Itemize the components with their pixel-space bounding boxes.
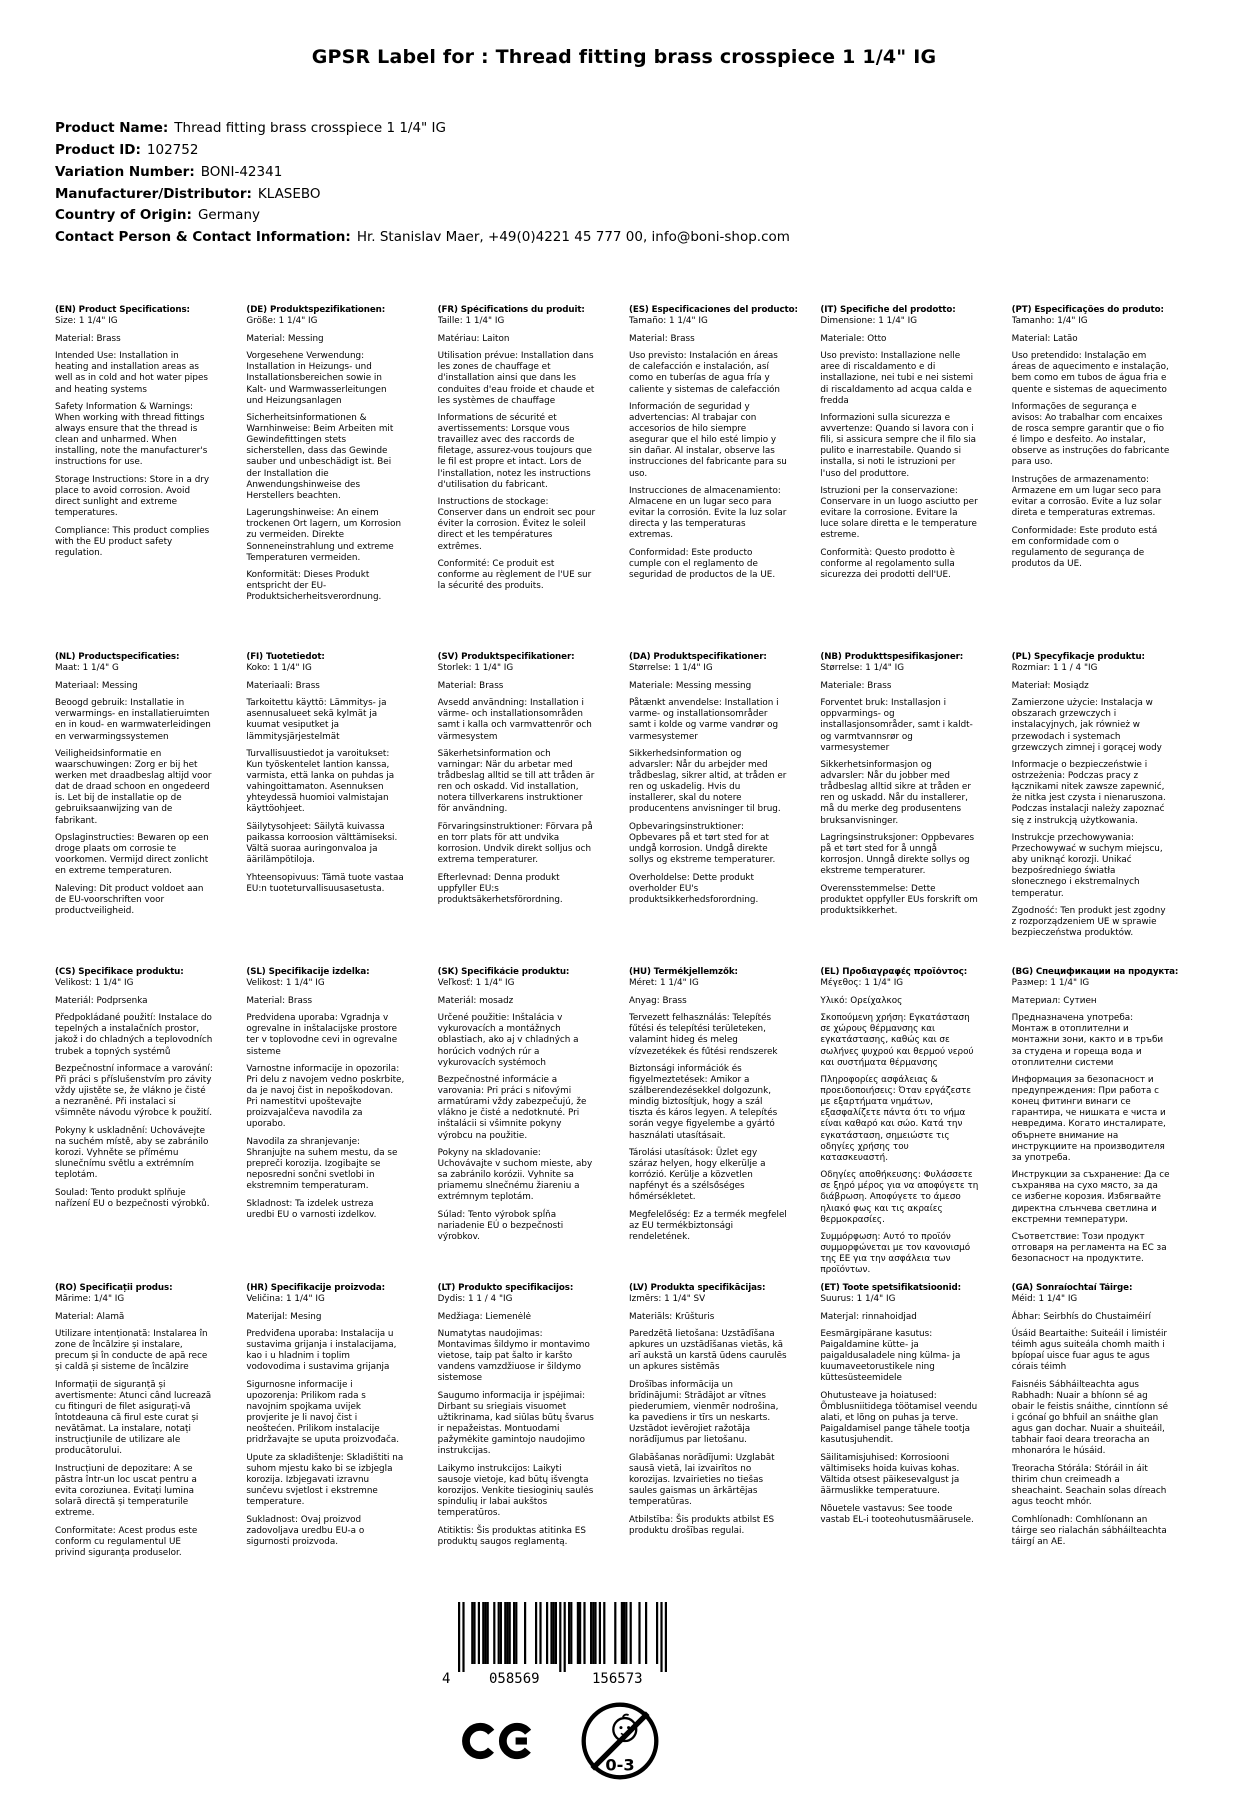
spec-intended-use: Σκοπούμενη χρήση: Εγκατάσταση σε χώρους θέρμανσης και εγκατάστασης, καθώς και σε σωλήνες ψυχρού και θερμού νερού και συστήματα θέρμανσης [820, 1013, 974, 1068]
spec-storage: Tárolási utasítások: Üzlet egy száraz helyen, hogy elkerülje a korrózió. Kerülje a közvetlen napfényt és a szélsőséges hőmérsékletet. [628, 1148, 766, 1203]
spec-storage: Lagerungshinweise: An einem trockenen Ort lagern, um Korrosion zu vermeiden. Direkte Sonneneinstrahlung und extreme Temperaturen vermeiden. [246, 508, 402, 563]
spec-safety: Informations de sécurité et avertissements: Lorsque vous travaillez avec des raccords de filetage, assurez-vous toujours que le fil est propre et intact. Lors de l'installation, notez les instructions d'utilisation du fabricant. [437, 413, 592, 490]
spec-compliance: Sukladnost: Ovaj proizvod zadovoljava uredbu EU-a o sigurnosti proizvoda. [246, 1514, 365, 1547]
field-value: Thread fitting brass crosspiece 1 1/4" IG [174, 120, 446, 136]
spec-safety: Veiligheidsinformatie en waarschuwingen: Zorg er bij het werken met draadbeslag altijd voor dat de draad schoon en ongedeerd is. Let bij de installatie op de gebruiksaanwijzing van de fabrikant. [55, 749, 212, 826]
spec-compliance: Zgodność: Ten produkt jest zgodny z rozporządzeniem UE w sprawie bezpieczeństwa produktów. [1011, 906, 1166, 939]
spec-storage: Opbevaringsinstruktioner: Opbevares på et tørt sted for at undgå korrosion. Undgå direkte sollys og ekstreme temperaturer. [628, 822, 776, 866]
spec-safety: Πληροφορίες ασφάλειας & προειδοποιήσεις: Όταν εργάζεστε με εξαρτήματα νημάτων, εξασφαλίζετε πάντα ότι το νήμα είναι καθαρό και σώο. Κατά την εγκατάσταση, σημειώστε τις οδηγίες χρήσης του κατασκευαστή. [820, 1075, 972, 1163]
field-value: Germany [197, 207, 260, 224]
spec-cell [820, 652, 1001, 967]
spec-compliance: Efterlevnad: Denna produkt uppfyller EU:s produktsäkerhetsförordning. [437, 872, 563, 906]
spec-safety: Drošības informācija un brīdinājumi: Strādājot ar vītnes piederumiem, vienmēr nodrošina, ka pavediens ir tīrs un neskarts. Uzstādot ievērojiet ražotāja norādījumus par lietošanu. [628, 1379, 779, 1446]
spec-intended-use: Uso pretendido: Instalação em áreas de aquecimento e instalação, bem como em tubos de água fria e quente e sistemas de aquecimento [1011, 351, 1169, 395]
barcode-first-digit: 4 [442, 1670, 451, 1687]
spec-title: (IT) Specifiche del prodotto: [820, 305, 956, 316]
spec-size: Mărime: 1/4" IG [55, 1293, 125, 1304]
spec-compliance: Συμμόρφωση: Αυτό το προϊόν συμμορφώνεται με τον κανονισμό της ΕΕ για την ασφάλεια των προϊόντων. [820, 1232, 971, 1276]
spec-storage: Οδηγίες αποθήκευσης: Φυλάσσετε σε ξηρό μέρος για να αποφύγετε τη διάβρωση. Αποφύγετε το άμεσο ηλιακό φως και τις ακραίες θερμοκρασίες. [820, 1170, 979, 1225]
spec-material: Materiaali: Brass [246, 680, 320, 691]
product-info-field [55, 184, 1193, 206]
field-label: Variation Number: [55, 163, 195, 180]
spec-compliance: Yhteensopivuus: Tämä tuote vastaa EU:n tuoteturvallisuusasetusta. [246, 872, 404, 894]
spec-compliance: Konformität: Dieses Produkt entspricht der EU-Produktsicherheitsverordnung. [246, 570, 382, 603]
spec-storage: Treoracha Stórála: Stóráil in áit thirim chun creimeadh a sheachaint. Seachain solas díreach agus teocht mhór. [1011, 1463, 1167, 1508]
spec-size: Méid: 1 1/4" IG [1011, 1293, 1078, 1304]
label-footer [412, 1600, 712, 1784]
spec-storage: Istruzioni per la conservazione: Conservare in un luogo asciutto per evitare la corrosione. Evitare la luce solare diretta e le temperature estreme. [820, 486, 978, 541]
spec-size: Rozmiar: 1 1 / 4 "IG [1011, 663, 1098, 674]
spec-safety: Ohutusteave ja hoiatused: Õmblusniitidega töötamisel veendu alati, et lõng on puhas ja terve. Paigaldamisel pange tähele tootja kasutusjuhendit. [820, 1390, 978, 1446]
spec-material: Материал: Сутиен [1011, 995, 1097, 1006]
spec-compliance: Atbilstība: Šis produkts atbilst ES produktu drošības regulai. [628, 1514, 775, 1536]
spec-compliance: Overholdelse: Dette produkt overholder EU's produktsikkerhedsforordning. [628, 872, 759, 906]
field-label: Product ID: [55, 141, 141, 158]
spec-storage: Säilytysohjeet: Säilytä kuivassa paikassa korroosion välttämiseksi. Vältä suoraa auringonvaloa ja äärilämpötiloja. [246, 822, 398, 866]
spec-cell [629, 305, 810, 652]
spec-title: (DA) Produktspecifikationer: [628, 652, 767, 663]
spec-material: Material: Alamă [55, 1311, 125, 1322]
product-info-field [55, 162, 1193, 184]
spec-intended-use: Uso previsto: Instalación en áreas de calefacción e instalación, así como en tuberías de agua fría y caliente y sistemas de calefacción [628, 351, 780, 395]
spec-cell [1012, 967, 1193, 1283]
spec-intended-use: Beoogd gebruik: Installatie in verwarmings- en installatieruimten en in koud- en warmwaterleidingen en verwarmingssystemen [55, 698, 211, 742]
spec-storage: Instrucțiuni de depozitare: A se păstra într-un loc uscat pentru a evita coroziunea. Evitați lumina solară directă și temperaturile extreme. [55, 1463, 197, 1519]
spec-intended-use: Utilizare intenționată: Instalarea în zone de încălzire și instalare, precum și în conducte de apă rece și caldă și sisteme de încălzire [55, 1329, 208, 1373]
spec-intended-use: Úsáid Beartaithe: Suiteáil i limistéir téimh agus suiteála chomh maith i bpíopaí uisce fuar agus te agus córais téimh [1011, 1329, 1168, 1373]
spec-material: Material: Brass [437, 680, 504, 691]
spec-material: Materiāls: Krūšturis [628, 1311, 715, 1322]
spec-safety: Informații de siguranță și avertismente: Atunci când lucrează cu fitinguri de filet asigurați-vă întotdeauna că firul este curat și nevătămat. La instalare, notați instrucțiunile de utilizare ale producătorului. [55, 1379, 212, 1457]
spec-size: Velikost: 1 1/4" IG [55, 978, 134, 989]
spec-title: (PT) Especificações do produto: [1011, 305, 1164, 316]
spec-intended-use: Forventet bruk: Installasjon i oppvarmings- og installasjonsområder, samt i kaldt- og varmtvannsrør og varmesystemer [820, 698, 973, 753]
spec-safety: Informacje o bezpieczeństwie i ostrzeżenia: Podczas pracy z łącznikami nitek zawsze zapewnić, że nitka jest czysta i nienaruszona. Podczas instalacji należy zapoznać się z instrukcją użytkowania. [1011, 760, 1166, 826]
spec-safety: Informações de segurança e avisos: Ao trabalhar com encaixes de rosca sempre garantir que o fio é limpo e desfeito. Ao instalar, observe as instruções do fabricante para uso. [1011, 402, 1170, 468]
spec-title: (NL) Productspecificaties: [55, 652, 180, 663]
spec-material: Material: Brass [628, 333, 695, 344]
spec-material: Ábhar: Seirbhís do Chustaiméirí [1011, 1311, 1151, 1322]
spec-compliance: Conformidade: Este produto está em conformidade com o regulamento de segurança de produtos da UE. [1011, 525, 1158, 570]
spec-title: (LV) Produkta specifikācijas: [628, 1282, 766, 1293]
spec-storage: Förvaringsinstruktioner: Förvara på en torr plats för att undvika korrosion. Undvik direkt solljus och extrema temperaturer. [437, 822, 593, 866]
spec-material: Material: Messing [246, 333, 324, 344]
age-warning-text: 0-3 [605, 1755, 635, 1775]
spec-material: Materiale: Brass [820, 680, 892, 691]
spec-cell [438, 967, 619, 1283]
spec-compliance: Comhlíonadh: Comhlíonann an táirge seo rialachán sábháilteachta táirgí an AE. [1011, 1514, 1167, 1547]
spec-cell [629, 967, 810, 1283]
spec-intended-use: Předpokládané použití: Instalace do tepelných a instalačních prostor, jakož i do chladných a teplovodních trubek a topných systémů [55, 1013, 213, 1057]
field-value: 102752 [146, 141, 199, 158]
spec-material: Material: Latão [1011, 333, 1078, 344]
spec-size: Размер: 1 1/4" IG [1011, 978, 1090, 989]
spec-compliance: Conformidad: Este producto cumple con el reglamento de seguridad de productos de la UE. [628, 548, 776, 581]
spec-compliance: Súlad: Tento výrobok spĺňa nariadenie EÚ o bezpečnosti výrobkov. [437, 1210, 564, 1243]
field-label: Country of Origin: [55, 207, 192, 224]
spec-compliance: Conformité: Ce produit est conforme au règlement de l'UE sur la sécurité des produits. [437, 559, 592, 592]
spec-cell [1012, 652, 1193, 967]
barcode-group2: 156573 [592, 1670, 643, 1687]
spec-compliance: Conformitate: Acest produs este conform cu regulamentul UE privind siguranța produselor. [55, 1525, 198, 1558]
spec-compliance: Съответствие: Този продукт отговаря на регламента на ЕС за безопасност на продуктите. [1011, 1232, 1167, 1265]
spec-intended-use: Eesmärgipärane kasutus: Paigaldamine kütte- ja paigaldusaladele ning külma- ja kuumaveetorustikele ning küttesüsteemidele [820, 1329, 961, 1384]
spec-safety: Bezpečnostné informácie a varovania: Pri práci s niťovými armatúrami vždy zabezpečujú, že vlákno je čisté a nedotknuté. Pri inštalácii si všimnite pokyny výrobcu na použitie. [437, 1075, 587, 1141]
spec-material: Material: Brass [55, 333, 121, 344]
field-label: Contact Person & Contact Information: [55, 229, 351, 246]
spec-material: Medžiaga: Liemenėlė [437, 1311, 532, 1322]
gpsr-label-page [0, 46, 1241, 1784]
spec-intended-use: Intended Use: Installation in heating and installation areas as well as in cold and hot water pipes and heating systems [55, 351, 208, 395]
spec-storage: Säilitamisjuhised: Korrosiooni vältimiseks hoida kuivas kohas. Vältida otsest päikesevalgust ja äärmuslikke temperatuure. [820, 1452, 960, 1497]
spec-storage: Lagringsinstruksjoner: Oppbevares på et tørt sted for å unngå korrosjon. Unngå direkte sollys og ekstreme temperaturer. [820, 833, 975, 877]
spec-size: Maat: 1 1/4" G [55, 663, 119, 674]
product-info-field [55, 140, 1193, 162]
spec-compliance: Skladnost: Ta izdelek ustreza uredbi EU o varnosti izdelkov. [246, 1198, 377, 1221]
barcode-group1: 058569 [489, 1670, 540, 1687]
spec-safety: Información de seguridad y advertencias: Al trabajar con accesorios de hilo siempre asegurar que el hilo esté limpio y sin dañar. Al instalar, observe las instrucciones del fabricante para su uso. [628, 402, 787, 479]
field-value: Hr. Stanislav Maer, +49(0)4221 45 777 00, info@boni-shop.com [356, 229, 790, 246]
spec-cell [820, 967, 1001, 1283]
spec-compliance: Conformità: Questo prodotto è conforme al regolamento sulla sicurezza dei prodotti dell'UE. [820, 548, 955, 581]
product-info-block [55, 118, 1193, 249]
spec-material: Anyag: Brass [628, 995, 687, 1006]
spec-safety: Sikkerhetsinformasjon og advarsler: Når du jobber med trådbeslag alltid sikre at tråden er ren og uskadd. Når du installerer, må du merke deg produsentens bruksanvisninger. [820, 760, 971, 826]
spec-size: Veľkosť: 1 1/4" IG [437, 978, 515, 989]
spec-title: (CS) Specifikace produktu: [55, 967, 184, 978]
spec-title: (PL) Specyfikacje produktu: [1011, 652, 1145, 663]
spec-material: Υλικό: Ορείχαλκος [820, 995, 903, 1006]
field-value: KLASEBO [257, 185, 321, 202]
spec-safety: Biztonsági információk és figyelmeztetések: Amikor a szálberendezésekkel dolgozunk, mindig biztosítjuk, hogy a szál tiszta és káros legyen. A telepítés során vegye figyelembe a gyártó használati utasításait. [628, 1064, 778, 1141]
spec-safety: Faisnéis Sábháilteachta agus Rabhadh: Nuair a bhíonn sé ag obair le feistis snáithe, cinntíonn sé i gcónaí go bhfuil an snáithe glan agus gan dochar. Nuair a shuiteáil, tabhair faoi deara treoracha an mhonaróra le húsáid. [1011, 1379, 1169, 1457]
spec-cell [820, 1283, 1001, 1566]
spec-safety: Saugumo informacija ir įspėjimai: Dirbant su sriegiais visuomet užtikrinama, kad siūlas būtų švarus ir nepažeistas. Montuodami pažymėkite gamintojo naudojimo instrukcijas. [437, 1390, 594, 1457]
spec-cell [438, 652, 619, 967]
page-title: GPSR Label for : Thread fitting brass crosspiece 1 1/4" IG [311, 46, 937, 68]
spec-intended-use: Предназначена употреба: Монтаж в отоплителни и монтажни зони, както и в тръби за студена и гореща вода и отоплителни системи [1011, 1013, 1164, 1068]
spec-size: Størrelse: 1 1/4" IG [820, 663, 905, 674]
spec-material: Matériau: Laiton [437, 333, 510, 344]
spec-cell [55, 967, 236, 1283]
spec-intended-use: Påtænkt anvendelse: Installation i varme- og installationsområder samt i kolde og varme vandrør og varmesystemer [628, 698, 779, 742]
spec-storage: Glabāšanas norādījumi: Uzglabāt sausā vietā, lai izvairītos no korozijas. Izvairieties no tiešas saules gaismas un ārkārtējas temperatūras. [628, 1452, 775, 1508]
spec-safety: Информация за безопасност и предупреждения: При работа с конец фитинги винаги се гарантира, че нишката е чиста и невредима. Когато инсталирате, обърнете внимание на инструкциите на производителя за употреба. [1011, 1075, 1166, 1163]
spec-size: Størrelse: 1 1/4" IG [628, 663, 713, 674]
spec-title: (FI) Tuotetiedot: [246, 652, 325, 663]
spec-safety: Sikkerhedsinformation og advarsler: Når du arbejder med trådbeslag, sikrer altid, at tråden er ren og uskadelig. Hvis du installerer, skal du notere producentens anvisninger til brug. [628, 749, 787, 815]
spec-cell [629, 1283, 810, 1566]
spec-title: (NB) Produkttspesifikasjoner: [820, 652, 964, 663]
spec-title: (HU) Termékjellemzők: [628, 967, 738, 978]
spec-intended-use: Numatytas naudojimas: Montavimas šildymo ir montavimo vietose, taip pat šalto ir karšto vandens vamzdžiuose ir šildymo sistemose [437, 1329, 590, 1384]
spec-intended-use: Zamierzone użycie: Instalacja w obszarach grzewczych i instalacyjnych, jak również w przewodach i systemach grzewczych zimnej i gorącej wody [1011, 698, 1162, 753]
spec-size: Dimensione: 1 1/4" IG [820, 316, 918, 327]
spec-material: Materiale: Messing messing [628, 680, 752, 691]
spec-safety: Turvallisuustiedot ja varoitukset: Kun työskentelet lantion kanssa, varmista, että lanka on puhdas ja vahingoittamaton. Asennuksen yhteydessä huomioi valmistajan käyttöohjeet. [246, 749, 395, 815]
spec-title: (DE) Produktspezifikationen: [246, 305, 386, 316]
spec-cell [246, 967, 427, 1283]
spec-title: (ES) Especificaciones del producto: [628, 305, 798, 316]
spec-title: (HR) Specifikacije proizvoda: [246, 1282, 385, 1293]
spec-size: Velikost: 1 1/4" IG [246, 978, 325, 989]
spec-material: Materiál: Podprsenka [55, 995, 148, 1006]
spec-safety: Informazioni sulla sicurezza e avvertenze: Quando si lavora con i fili, si assicura sempre che il filo sia pulito e inarrestabile. Quando si installa, si noti le istruzioni per l'uso del produttore. [820, 413, 977, 479]
spec-storage: Opslaginstructies: Bewaren op een droge plaats om corrosie te voorkomen. Vermijd direct zonlicht en extreme temperaturen. [55, 833, 209, 877]
spec-title: (SV) Produktspecifikationer: [437, 652, 575, 663]
spec-intended-use: Tervezett felhasználás: Telepítés fűtési és telepítési területeken, valamint hideg és meleg vízvezetékek és fűtési rendszerek [628, 1013, 778, 1057]
spec-cell [246, 1283, 427, 1566]
spec-compliance: Naleving: Dit product voldoet aan de EU-voorschriften voor productveiligheid. [55, 883, 204, 917]
spec-compliance: Atitiktis: Šis produktas atitinka ES produktų saugos reglamentą. [437, 1525, 586, 1547]
spec-size: Veličina: 1 1/4" IG [246, 1293, 325, 1304]
spec-size: Μέγεθος: 1 1/4" IG [820, 978, 904, 989]
spec-storage: Pokyny na skladovanie: Uchovávajte v suchom mieste, aby sa zabránilo korózii. Vyhnite sa priamemu slnečnému žiareniu a extrémnym teplotám. [437, 1148, 593, 1203]
spec-title: (GA) Sonraíochtaí Táirge: [1011, 1282, 1133, 1293]
ce-mark-icon [461, 1718, 539, 1764]
spec-storage: Navodila za shranjevanje: Shranjujte na suhem mestu, da se prepreči korozija. Izogibajte se neposredni sončni svetlobi in ekstremnim temperaturam. [246, 1137, 398, 1192]
spec-size: Storlek: 1 1/4" IG [437, 663, 514, 674]
spec-cell [55, 305, 236, 652]
spec-cell [55, 652, 236, 967]
spec-cell [820, 305, 1001, 652]
spec-title: (SK) Špecifikácie produktu: [437, 967, 570, 978]
spec-safety: Varnostne informacije in opozorila: Pri delu z navojem vedno poskrbite, da je navoj čist in nepoškodovan. Pri namestitvi upoštevajte proizvajalčeva navodila za uporabo. [246, 1064, 405, 1130]
spec-compliance: Overensstemmelse: Dette produktet oppfyller EUs forskrift om produktsikkerhet. [820, 883, 978, 917]
spec-intended-use: Tarkoitettu käyttö: Lämmitys- ja asennusalueet sekä kylmät ja kuumat vesiputket ja lämmitysjärjestelmät [246, 698, 387, 742]
spec-material: Materiaal: Messing [55, 680, 138, 691]
spec-cell [1012, 305, 1193, 652]
spec-safety: Sigurnosne informacije i upozorenja: Prilikom rada s navojnim spojkama uvijek provjerite je li navoj čist i neoštećen. Prilikom instalacije pridržavajte se uputa proizvođača. [246, 1379, 400, 1446]
spec-storage: Pokyny k uskladnění: Uchovávejte na suchém místě, aby se zabránilo korozi. Vyhněte se přímému slunečnímu světlu a extrémním teplotám. [55, 1125, 209, 1181]
spec-storage: Instrucciones de almacenamiento: Almacene en un lugar seco para evitar la corrosión. Evite la luz solar directa y las temperaturas extremas. [628, 486, 787, 541]
spec-storage: Instruções de armazenamento: Armazene em um lugar seco para evitar a corrosão. Evite a luz solar direta e temperaturas extremas. [1011, 475, 1162, 519]
spec-material: Materiał: Mosiądz [1011, 680, 1089, 691]
spec-cell [1012, 1283, 1193, 1566]
ean-barcode [432, 1600, 692, 1688]
spec-intended-use: Predviđena uporaba: Instalacija u sustavima grijanja i instalacijama, kao i u hladnim i toplim vodovodima i sustavima grijanja [246, 1329, 397, 1373]
spec-material: Materiál: mosadz [437, 995, 514, 1006]
field-value: BONI-42341 [200, 163, 283, 180]
spec-compliance: Soulad: Tento produkt splňuje nařízení EU o bezpečnosti výrobků. [55, 1187, 210, 1209]
spec-compliance: Compliance: This product complies with the EU product safety regulation. [55, 525, 210, 559]
spec-storage: Instructions de stockage: Conserver dans un endroit sec pour éviter la corrosion. Évitez le soleil direct et les températures extrêmes. [437, 497, 596, 552]
spec-material: Material: Brass [246, 995, 313, 1006]
spec-compliance: Megfelelőség: Ez a termék megfelel az EU termékbiztonsági rendeletének. [628, 1210, 787, 1243]
spec-storage: Upute za skladištenje: Skladištiti na suhom mjestu kako bi se izbjegla korozija. Izbjegavati izravnu sunčevu svjetlost i ekstremne temperature. [246, 1452, 404, 1508]
spec-title: (LT) Produkto specifikacijos: [437, 1282, 574, 1293]
spec-cell [629, 652, 810, 967]
spec-storage: Storage Instructions: Store in a dry place to avoid corrosion. Avoid direct sunlight and extreme temperatures. [55, 475, 210, 519]
spec-title: (EL) Προδιαγραφές προϊόντος: [820, 967, 968, 978]
spec-cell [55, 1283, 236, 1566]
spec-cell [246, 305, 427, 652]
spec-safety: Sicherheitsinformationen & Warnhinweise: Beim Arbeiten mit Gewindefittingen stets sicherstellen, dass das Gewinde sauber und unbeschädigt ist. Bei der Installation die Anwendungshinweise des Herstellers beachten. [246, 413, 394, 501]
spec-storage: Laikymo instrukcijos: Laikyti sausoje vietoje, kad būtų išvengta korozijos. Venkite tiesioginių saulės spindulių ir labai aukštos temperatūros. [437, 1463, 594, 1519]
spec-cell [246, 652, 427, 967]
spec-intended-use: Predvidena uporaba: Vgradnja v ogrevalne in inštalacijske prostore ter v toplovodne cevi in ogrevalne sisteme [246, 1013, 398, 1057]
product-info-field [55, 205, 1193, 227]
spec-title: (ET) Toote spetsifikatsioonid: [820, 1282, 962, 1293]
field-label: Manufacturer/Distributor: [55, 185, 252, 202]
spec-size: Tamaño: 1 1/4" IG [628, 316, 708, 327]
spec-storage: Instrukcje przechowywania: Przechowywać w suchym miejscu, aby uniknąć korozji. Unikać bezpośredniego światła słonecznego i ekstremalnych temperatur. [1011, 833, 1163, 899]
spec-size: Größe: 1 1/4" IG [246, 316, 318, 327]
spec-size: Dydis: 1 1 / 4 "IG [437, 1293, 513, 1304]
spec-title: (BG) Спецификации на продукта: [1011, 967, 1179, 978]
spec-compliance: Nõuetele vastavus: See toode vastab EL-i tooteohutusmäärusele. [820, 1503, 974, 1525]
spec-intended-use: Paredzētā lietošana: Uzstādīšana apkures un uzstādīšanas vietās, kā arī aukstā un karstā ūdens caurulēs un apkures sistēmās [628, 1329, 787, 1373]
spec-safety: Säkerhetsinformation och varningar: När du arbetar med trådbeslag alltid se till att tråden är ren och oskadd. Vid installation, notera tillverkarens instruktioner för användning. [437, 749, 595, 815]
spec-title: (SL) Specifikacije izdelka: [246, 967, 370, 978]
spec-title: (EN) Product Specifications: [55, 305, 190, 316]
compliance-marks [461, 1698, 663, 1784]
spec-cell [438, 1283, 619, 1566]
spec-material: Materjal: rinnahoidjad [820, 1311, 917, 1322]
spec-size: Suurus: 1 1/4" IG [820, 1293, 896, 1304]
spec-material: Materijal: Mesing [246, 1311, 322, 1322]
spec-intended-use: Utilisation prévue: Installation dans les zones de chauffage et d'installation ainsi que dans les conduites d'eau froide et chaude et les systèmes de chauffage [437, 351, 595, 406]
field-label: Product Name: [55, 120, 169, 136]
barcode-icon [432, 1600, 682, 1688]
product-info-field [55, 227, 1193, 249]
spec-intended-use: Určené použitie: Inštalácia v vykurovacích a montážnych oblastiach, ako aj v chladných a horúcich vodných rúr a vykurovacích systémoch [437, 1013, 579, 1068]
product-info-field [55, 118, 1193, 140]
spec-title: (RO) Specificații produs: [55, 1282, 173, 1293]
spec-intended-use: Avsedd användning: Installation i värme- och installationsområden samt i kalla och varmvattenrör och värmesystem [437, 698, 592, 742]
spec-cell [438, 305, 619, 652]
spec-size: Tamanho: 1/4" IG [1011, 316, 1088, 327]
spec-size: Size: 1 1/4" IG [55, 316, 118, 327]
spec-intended-use: Vorgesehene Verwendung: Installation in Heizungs- und Installationsbereichen sowie in Kalt- und Warmwasserleitungen und Heizungsanlagen [246, 351, 387, 406]
spec-storage: Инструкции за съхранение: Да се съхранява на сухо място, за да се избегне корозия. Избягвайте директна слънчева светлина и екстремни температури. [1011, 1170, 1170, 1225]
spec-title: (FR) Spécifications du produit: [437, 305, 585, 316]
spec-size: Méret: 1 1/4" IG [628, 978, 699, 989]
spec-material: Materiale: Otto [820, 333, 887, 344]
specs-grid [55, 305, 1193, 1565]
spec-size: Taille: 1 1/4" IG [437, 316, 505, 327]
spec-safety: Safety Information & Warnings: When working with thread fittings always ensure that the thread is clean and unharmed. When installing, note the manufacturer's instructions for use. [55, 402, 208, 468]
spec-size: Izmērs: 1 1/4" SV [628, 1293, 706, 1304]
spec-size: Koko: 1 1/4" IG [246, 663, 312, 674]
spec-intended-use: Uso previsto: Installazione nelle aree di riscaldamento e di installazione, nei tubi e nei sistemi di riscaldamento ad acqua calda e fredda [820, 351, 974, 406]
spec-safety: Bezpečnostní informace a varování: Při práci s příslušenstvím pro závity vždy ujistěte se, že vlákno je čisté a nezraněné. Při instalaci si všimněte návodu výrobce k použití. [55, 1064, 213, 1119]
age-warning-0-3-icon [577, 1698, 663, 1784]
